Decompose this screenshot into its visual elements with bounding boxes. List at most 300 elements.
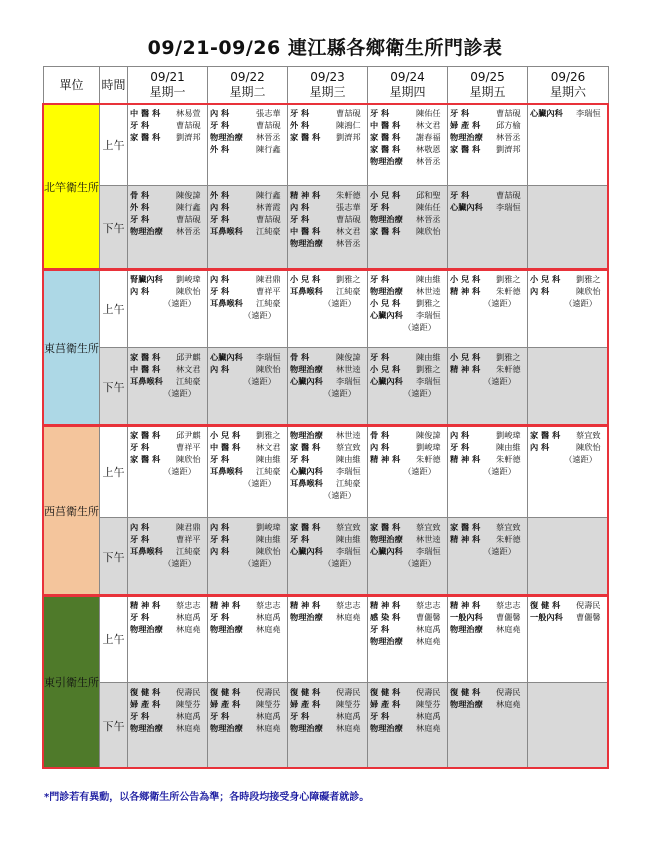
specialty: 內 科 (210, 108, 230, 118)
doctor-name: 蔡宜致 (496, 522, 521, 532)
doctor-name: 林世逵 (336, 364, 361, 374)
specialty: 牙 科 (450, 108, 470, 118)
doctor-name: 江純豪 (336, 478, 361, 488)
telemedicine-note: （遠距） (564, 298, 597, 308)
doctor-entry (290, 722, 366, 734)
specialty: 牙 科 (290, 711, 310, 721)
doctor-entry (290, 273, 366, 285)
doctor-name: 陳鴻仁 (336, 120, 361, 130)
specialty: 家 醫 科 (370, 144, 401, 154)
doctor-name: 陳欣怡 (576, 442, 601, 452)
doctor-name: 劉濟邦 (496, 144, 521, 154)
doctor-name: 朱軒德 (496, 286, 521, 296)
doctor-entry (450, 107, 526, 119)
doctor-name: 李瑞恒 (416, 546, 441, 556)
schedule-cell (448, 596, 528, 683)
doctor-entry (210, 189, 286, 201)
doctor-name: 陳由維 (336, 534, 361, 544)
specialty: 家 醫 科 (290, 522, 321, 532)
schedule-cell (288, 270, 368, 348)
day-weekday: 星期三 (309, 85, 346, 99)
doctor-entry (450, 533, 526, 545)
schedule-cell (288, 518, 368, 596)
doctor-name: 江純豪 (256, 298, 281, 308)
doctor-entry (450, 351, 526, 363)
doctor-entry (130, 429, 206, 441)
doctor-entry (370, 189, 446, 201)
doctor-name: 林晉丞 (416, 214, 441, 224)
schedule-cell (448, 186, 528, 270)
doctor-entry (370, 375, 446, 387)
doctor-name: 陳君鼎 (176, 522, 201, 532)
doctor-entry (130, 545, 206, 557)
doctor-entry (290, 285, 366, 297)
specialty: 物理治療 (210, 132, 243, 142)
doctor-name: 林文君 (256, 442, 281, 452)
doctor-name: 林世逵 (336, 430, 361, 440)
schedule-cell (368, 270, 448, 348)
specialty: 物理治療 (370, 534, 403, 544)
doctor-entry (290, 477, 366, 489)
specialty: 牙 科 (370, 352, 390, 362)
specialty: 耳鼻喉科 (290, 286, 323, 296)
schedule-cell (368, 596, 448, 683)
doctor-name: 劉雅之 (416, 298, 441, 308)
doctor-name: 陳瑩芬 (256, 699, 281, 709)
doctor-name: 林庭堯 (336, 612, 361, 622)
doctor-entry (290, 237, 366, 249)
specialty: 心臟內科 (530, 108, 563, 118)
specialty: 家 醫 科 (130, 132, 161, 142)
specialty: 婦 產 科 (290, 699, 321, 709)
doctor-entry (130, 107, 206, 119)
doctor-entry (210, 351, 286, 363)
period-header: 時間 (100, 67, 128, 104)
schedule-cell (368, 683, 448, 769)
day-weekday: 星期五 (469, 85, 506, 99)
schedule-cell (128, 426, 208, 518)
specialty: 外 科 (210, 144, 230, 154)
doctor-name: 曹喆硯 (336, 214, 361, 224)
schedule-cell (368, 186, 448, 270)
specialty: 家 醫 科 (450, 144, 481, 154)
doctor-name: 陳俊諱 (336, 352, 361, 362)
doctor-name: 曹喆硯 (176, 120, 201, 130)
doctor-name: 劉峻瑋 (496, 430, 521, 440)
doctor-name: 倪壽民 (336, 687, 361, 697)
doctor-name: 朱軒德 (496, 454, 521, 464)
specialty: 精 神 科 (290, 190, 321, 200)
pm-row (44, 518, 609, 596)
doctor-entry (130, 533, 206, 545)
specialty: 物理治療 (370, 723, 403, 733)
doctor-entry (130, 623, 206, 635)
specialty: 物理治療 (370, 214, 403, 224)
doctor-entry (450, 623, 526, 635)
day-weekday: 星期四 (389, 85, 426, 99)
period-label: 下午 (100, 683, 128, 769)
doctor-entry (370, 285, 446, 297)
specialty: 骨 科 (290, 352, 310, 362)
doctor-name: 林庭禹 (256, 711, 281, 721)
doctor-name: 江純豪 (176, 376, 201, 386)
doctor-name: 李瑞恒 (416, 310, 441, 320)
doctor-entry (210, 722, 286, 734)
specialty: 牙 科 (130, 214, 150, 224)
doctor-entry (130, 189, 206, 201)
doctor-entry (130, 521, 206, 533)
telemedicine-note: （遠距） (483, 466, 516, 476)
doctor-entry (210, 623, 286, 635)
specialty: 婦 產 科 (210, 699, 241, 709)
day-date: 09/21 (150, 70, 185, 84)
doctor-name: 陳瑩芬 (416, 699, 441, 709)
schedule-cell (448, 348, 528, 426)
doctor-entry (210, 545, 286, 557)
telemedicine-note: （遠距） (403, 558, 436, 568)
specialty: 家 醫 科 (370, 522, 401, 532)
am-row (44, 426, 609, 518)
doctor-entry (290, 686, 366, 698)
doctor-entry (450, 698, 526, 710)
specialty: 內 科 (210, 522, 230, 532)
schedule-cell (448, 270, 528, 348)
specialty: 內 科 (130, 522, 150, 532)
doctor-entry (370, 453, 446, 465)
specialty: 牙 科 (450, 190, 470, 200)
specialty: 復 健 科 (450, 687, 481, 697)
doctor-entry (370, 213, 446, 225)
doctor-entry (290, 465, 366, 477)
specialty: 物理治療 (130, 624, 163, 634)
specialty: 牙 科 (210, 286, 230, 296)
schedule-cell (208, 426, 288, 518)
doctor-entry (530, 429, 607, 441)
day-header (448, 67, 528, 104)
specialty: 耳鼻喉科 (130, 546, 163, 556)
doctor-entry (290, 710, 366, 722)
specialty: 物理治療 (290, 238, 323, 248)
schedule-cell (448, 683, 528, 769)
doctor-name: 蔡忠志 (336, 600, 361, 610)
doctor-name: 陳欣怡 (256, 546, 281, 556)
specialty: 內 科 (210, 202, 230, 212)
doctor-name: 劉雅之 (576, 274, 601, 284)
telemedicine-note: （遠距） (323, 298, 356, 308)
doctor-entry (370, 201, 446, 213)
doctor-name: 陳欣怡 (416, 226, 441, 236)
specialty: 骨 科 (370, 430, 390, 440)
schedule-cell (288, 104, 368, 186)
day-date: 09/24 (390, 70, 425, 84)
doctor-name: 林庭禹 (256, 612, 281, 622)
clinic-name: 東引衛生所 (44, 596, 100, 769)
specialty: 物理治療 (290, 364, 323, 374)
specialty: 物理治療 (450, 132, 483, 142)
specialty: 牙 科 (290, 214, 310, 224)
schedule-cell (128, 104, 208, 186)
specialty: 精 神 科 (210, 600, 241, 610)
doctor-entry (370, 225, 446, 237)
doctor-entry (290, 441, 366, 453)
doctor-entry (370, 686, 446, 698)
doctor-name: 劉濟邦 (336, 132, 361, 142)
doctor-entry (130, 131, 206, 143)
doctor-entry (130, 698, 206, 710)
schedule-cell (528, 683, 609, 769)
doctor-entry (290, 698, 366, 710)
specialty: 內 科 (530, 442, 550, 452)
doctor-name: 林世逵 (416, 286, 441, 296)
specialty: 復 健 科 (130, 687, 161, 697)
doctor-entry (210, 710, 286, 722)
specialty: 牙 科 (210, 214, 230, 224)
specialty: 耳鼻喉科 (290, 478, 323, 488)
specialty: 中 醫 科 (130, 364, 161, 374)
telemedicine-note: （遠距） (243, 376, 276, 386)
telemedicine-note: （遠距） (163, 298, 196, 308)
doctor-entry (210, 698, 286, 710)
doctor-name: 林庭堯 (256, 624, 281, 634)
doctor-name: 陳君鼎 (256, 274, 281, 284)
doctor-name: 陳行鑫 (256, 144, 281, 154)
specialty: 內 科 (370, 442, 390, 452)
doctor-entry (370, 363, 446, 375)
specialty: 物理治療 (450, 624, 483, 634)
doctor-name: 倪壽民 (416, 687, 441, 697)
specialty: 物理治療 (290, 723, 323, 733)
doctor-name: 倪壽民 (256, 687, 281, 697)
doctor-entry (450, 189, 526, 201)
doctor-name: 李瑞恒 (256, 352, 281, 362)
doctor-name: 林文君 (416, 120, 441, 130)
telemedicine-note: （遠距） (243, 310, 276, 320)
doctor-entry (290, 131, 366, 143)
doctor-entry (290, 351, 366, 363)
doctor-entry (450, 363, 526, 375)
schedule-cell (448, 104, 528, 186)
specialty: 一般內科 (450, 612, 483, 622)
doctor-name: 林庭堯 (176, 723, 201, 733)
doctor-name: 曹喆硯 (336, 108, 361, 118)
specialty: 牙 科 (450, 442, 470, 452)
doctor-name: 江純豪 (256, 466, 281, 476)
specialty: 家 醫 科 (130, 454, 161, 464)
specialty: 牙 科 (370, 711, 390, 721)
doctor-entry (130, 273, 206, 285)
specialty: 牙 科 (210, 454, 230, 464)
telemedicine-note: （遠距） (483, 546, 516, 556)
specialty: 一般內科 (530, 612, 563, 622)
specialty: 精 神 科 (370, 600, 401, 610)
specialty: 牙 科 (130, 442, 150, 452)
doctor-name: 劉峻瑋 (416, 442, 441, 452)
telemedicine-note: （遠距） (243, 478, 276, 488)
doctor-name: 陳佑任 (416, 202, 441, 212)
specialty: 牙 科 (130, 612, 150, 622)
telemedicine-note: （遠距） (323, 388, 356, 398)
doctor-entry (530, 273, 607, 285)
doctor-name: 林晉丞 (336, 238, 361, 248)
doctor-name: 朱軒德 (416, 454, 441, 464)
schedule-cell (208, 104, 288, 186)
doctor-name: 林易萱 (176, 108, 201, 118)
doctor-entry (130, 201, 206, 213)
schedule-cell (288, 596, 368, 683)
doctor-entry (450, 521, 526, 533)
footer-note: *門診若有異動，以各鄉衛生所公告為準；各時段均接受身心障礙者就診。 (44, 792, 370, 803)
period-label: 上午 (100, 270, 128, 348)
schedule-cell (208, 270, 288, 348)
doctor-name: 林敬恩 (416, 144, 441, 154)
doctor-entry (290, 611, 366, 623)
doctor-name: 曹喆硯 (256, 214, 281, 224)
doctor-entry (130, 363, 206, 375)
specialty: 牙 科 (210, 120, 230, 130)
specialty: 心臟內科 (450, 202, 483, 212)
doctor-entry (130, 375, 206, 387)
telemedicine-note: （遠距） (483, 376, 516, 386)
period-label: 下午 (100, 348, 128, 426)
doctor-name: 陳由維 (416, 352, 441, 362)
doctor-entry (130, 213, 206, 225)
specialty: 精 神 科 (370, 454, 401, 464)
doctor-entry (290, 599, 366, 611)
doctor-name: 林庭堯 (416, 636, 441, 646)
schedule-cell (528, 518, 609, 596)
doctor-name: 陳俊諱 (176, 190, 201, 200)
doctor-name: 林庭堯 (496, 624, 521, 634)
doctor-name: 林晉丞 (176, 226, 201, 236)
specialty: 物理治療 (450, 699, 483, 709)
doctor-name: 林菁霞 (256, 202, 281, 212)
specialty: 家 醫 科 (370, 226, 401, 236)
doctor-name: 張志華 (256, 108, 281, 118)
doctor-name: 劉雅之 (496, 352, 521, 362)
doctor-entry (130, 453, 206, 465)
specialty: 精 神 科 (450, 286, 481, 296)
specialty: 精 神 科 (130, 600, 161, 610)
clinic-name: 西莒衛生所 (44, 426, 100, 596)
schedule-cell (128, 348, 208, 426)
specialty: 物理治療 (370, 156, 403, 166)
doctor-name: 蔡宜致 (336, 442, 361, 452)
specialty: 小 兒 科 (450, 274, 481, 284)
doctor-name: 劉雅之 (496, 274, 521, 284)
doctor-name: 劉雅之 (416, 364, 441, 374)
schedule-cell (128, 186, 208, 270)
specialty: 外 科 (290, 120, 310, 130)
specialty: 心臟內科 (370, 310, 403, 320)
telemedicine-note: （遠距） (483, 298, 516, 308)
doctor-name: 陳俊諱 (416, 430, 441, 440)
schedule-cell (208, 596, 288, 683)
doctor-entry (370, 131, 446, 143)
doctor-name: 邱方榆 (496, 120, 521, 130)
day-header (128, 67, 208, 104)
am-row (44, 596, 609, 683)
specialty: 牙 科 (370, 202, 390, 212)
doctor-entry (210, 225, 286, 237)
doctor-entry (370, 351, 446, 363)
doctor-entry (210, 441, 286, 453)
clinic-name: 北竿衛生所 (44, 104, 100, 270)
specialty: 外 科 (130, 202, 150, 212)
specialty: 小 兒 科 (370, 298, 401, 308)
specialty: 物理治療 (210, 624, 243, 634)
am-row (44, 270, 609, 348)
schedule-cell (128, 683, 208, 769)
schedule-cell (528, 596, 609, 683)
specialty: 小 兒 科 (210, 430, 241, 440)
day-date: 09/26 (550, 70, 586, 84)
schedule-cell (208, 518, 288, 596)
doctor-name: 李瑞恒 (496, 202, 521, 212)
doctor-name: 曹儷馨 (576, 612, 601, 622)
specialty: 精 神 科 (450, 454, 481, 464)
specialty: 精 神 科 (290, 600, 321, 610)
specialty: 家 醫 科 (290, 442, 321, 452)
schedule-cell (288, 683, 368, 769)
doctor-entry (370, 623, 446, 635)
doctor-entry (130, 611, 206, 623)
schedule-cell (448, 426, 528, 518)
day-header (528, 67, 609, 104)
day-weekday: 星期一 (149, 85, 186, 99)
doctor-name: 林庭禹 (176, 612, 201, 622)
doctor-name: 江純豪 (336, 286, 361, 296)
specialty: 家 醫 科 (450, 522, 481, 532)
doctor-name: 曹儷馨 (416, 612, 441, 622)
doctor-entry (210, 686, 286, 698)
day-header (208, 67, 288, 104)
doctor-entry (450, 119, 526, 131)
specialty: 小 兒 科 (290, 274, 321, 284)
doctor-name: 陳行鑫 (176, 202, 201, 212)
schedule-cell (528, 426, 609, 518)
doctor-name: 曹祥平 (176, 534, 201, 544)
doctor-name: 林庭禹 (416, 624, 441, 634)
doctor-entry (210, 465, 286, 477)
doctor-entry (210, 521, 286, 533)
specialty: 外 科 (210, 190, 230, 200)
doctor-entry (130, 351, 206, 363)
specialty: 小 兒 科 (530, 274, 561, 284)
specialty: 心臟內科 (370, 546, 403, 556)
schedule-cell (128, 518, 208, 596)
doctor-name: 李瑞恒 (576, 108, 601, 118)
specialty: 中 醫 科 (210, 442, 241, 452)
doctor-name: 陳由維 (416, 274, 441, 284)
doctor-name: 林晉丞 (416, 156, 441, 166)
doctor-entry (290, 213, 366, 225)
day-weekday: 星期二 (229, 85, 266, 99)
specialty: 內 科 (210, 546, 230, 556)
doctor-name: 蔡宜致 (576, 430, 601, 440)
telemedicine-note: （遠距） (323, 558, 356, 568)
period-label: 上午 (100, 426, 128, 518)
day-weekday: 星期六 (549, 85, 586, 99)
doctor-name: 曹喆硯 (176, 214, 201, 224)
doctor-entry (370, 441, 446, 453)
doctor-name: 朱軒德 (496, 364, 521, 374)
doctor-entry (130, 710, 206, 722)
doctor-name: 曹祥平 (176, 442, 201, 452)
specialty: 牙 科 (210, 534, 230, 544)
specialty: 物理治療 (130, 723, 163, 733)
doctor-name: 朱軒德 (336, 190, 361, 200)
doctor-entry (210, 213, 286, 225)
